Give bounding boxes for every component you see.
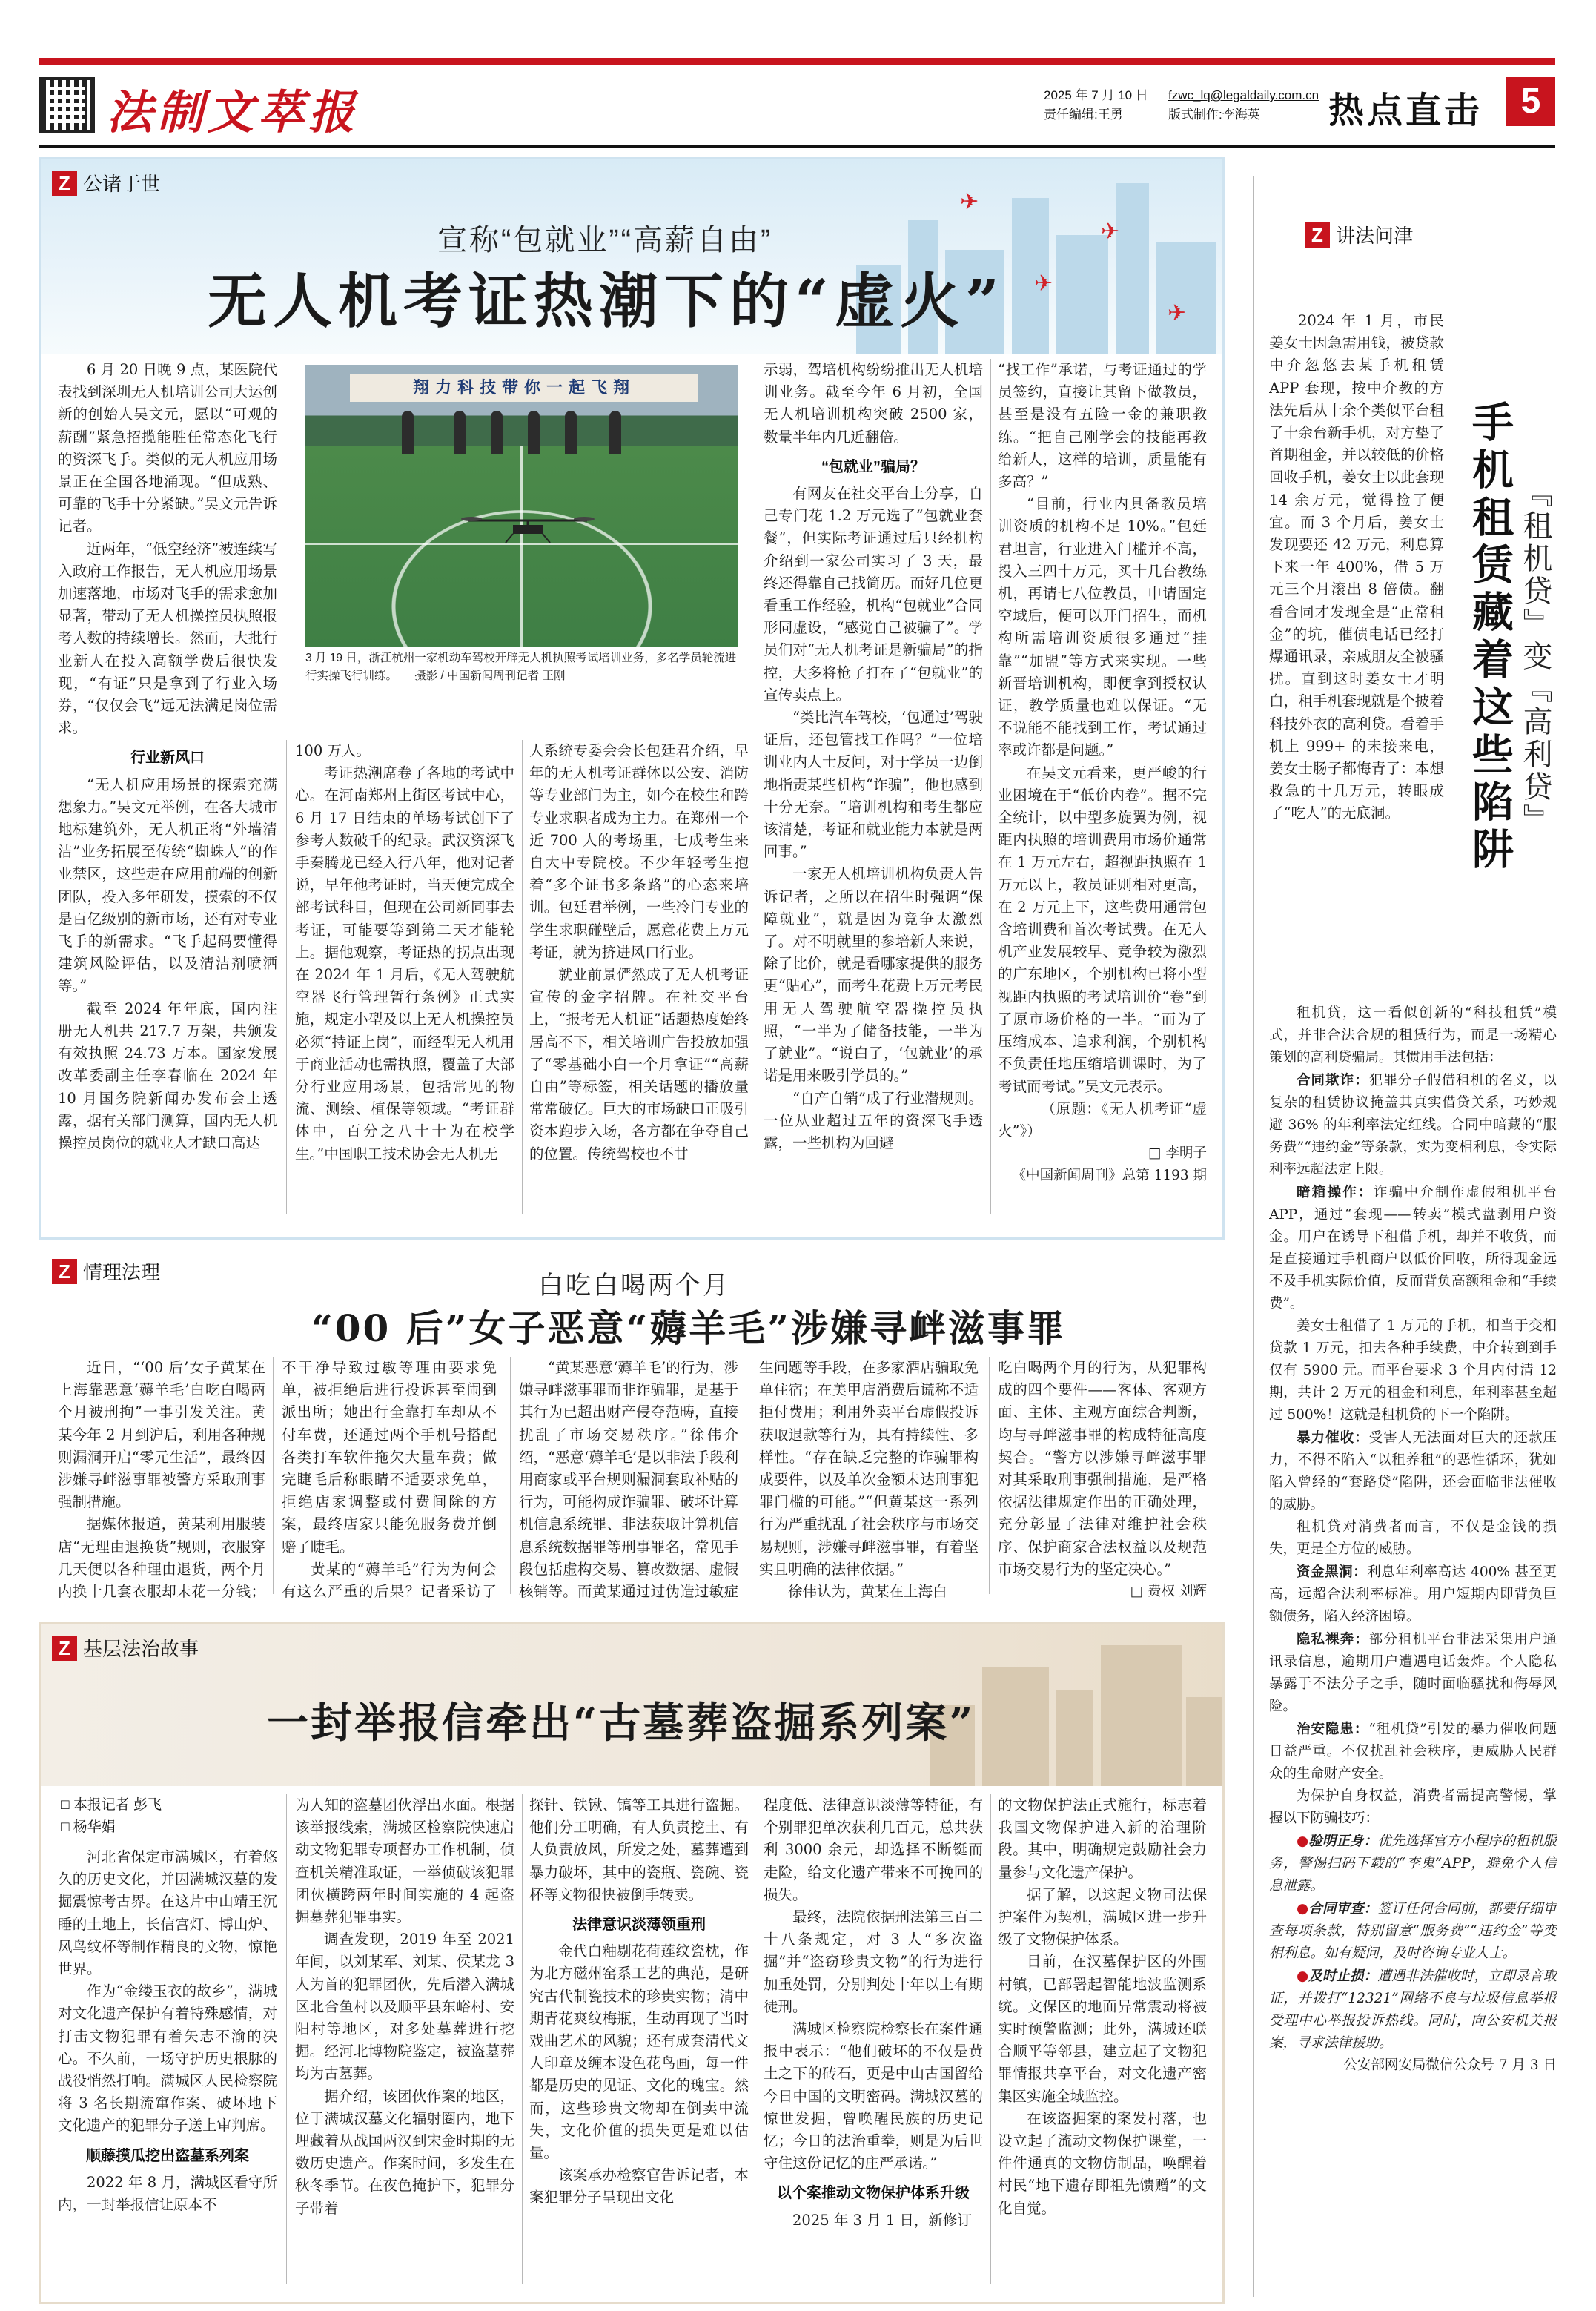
section-z-icon: Z	[52, 171, 77, 196]
bullet-dot-icon: ●	[1297, 1968, 1309, 1984]
bullet-dot-icon: ●	[1297, 1901, 1309, 1917]
contact-meta	[1168, 86, 1319, 125]
story2-title: “00 后”女子恶意“薅羊毛”涉嫌寻衅滋事罪	[311, 1306, 1067, 1350]
editor-credit: 责任编辑:王勇	[1044, 108, 1123, 122]
story1-col1: 6 月 20 日晚 9 点，某医院代表找到深圳无人机培训公司大运创新的创始人吴文元，愿以“可观的薪酬”紧急招揽能胜任常态化飞行的资深飞手。类似的无人机应用场景正在全国各地涌现。“但成熟、可靠的飞手十分紧缺。”吴文元告诉记者。 近两年，“低空经济”被连续写入政府工作报告，无人机应用场景加速落地，市场对飞手的需求愈加显著，带动了无人机操控员执照报考人数的持续增长。然而，大批行业新人在投入高额学费后很快发现，“有证”只是拿到了行业入场券，“仅仅会飞”远无法满足岗位需求。 行业新风口 “无人机应用场景的探索充满想象力。”吴文元举例，在各大城市地标建筑外，无人机正将“外墙清洁”业务拓展至传统“蜘蛛人”的作业禁区，这些走在应用前端的创新团队，投入多年研发，摸索的不仅是百亿级别的新市场，还有对专业飞手的新需求。“飞手起码要懂得建筑风险评估，以及清洁剂喷洒等。” 截至 2024 年年底，国内注册无人机共 217.7 万架，共颁发有效执照 24.73 万本。国家发展改革委副主任李春临在 2024 年 10 月国务院新闻办发布会上透露，据有关部门测算，国内无人机操控员岗位的就业人才缺口高达	[58, 361, 277, 1151]
issue-date: 2025 年 7 月 10 日	[1044, 88, 1148, 102]
subheading: 行业新风口	[130, 750, 205, 767]
sidebar-source: 公安部网安局微信公众号 7 月 3 日	[1343, 2057, 1557, 2073]
designer-credit: 版式制作:李海英	[1168, 108, 1260, 122]
story1-col2: 100 万人。 考证热潮席卷了各地的考试中心。在河南郑州上街区考试中心，6 月 17 日结束的单场考试创下了参考人数破千的纪录。武汉资深飞手秦腾龙已经入行八年，他对记者说，早年他考证时，当天便完成全部考试科目，但现在公司新同事去考证，可能要等到第二天才能轮上。据他观察，考证热的拐点出现在 2024 年 1 月后，《无人驾驶航空器飞行管理暂行条例》正式实施，规定小型及以上无人机操控员必须“持证上岗”，而经型无人机用于商业活动也需执照，覆盖了大部分行业应用场景，包括常见的物流、测绘、植保等领域。“考证群体中，百分之八十十为在校学生。”中国职工技术协会无人机无	[295, 742, 514, 1163]
story2-author: □ 费权 刘辉	[1130, 1584, 1207, 1600]
story3-title: 一封举报信牵出“古墓葬盗掘系列案”	[267, 1699, 976, 1748]
masthead-rule	[39, 145, 1555, 148]
sidebar-body: 租机贷，这一看似创新的“科技租赁”模式，并非合法合规的租赁行为，而是一场精心策划的高利贷骗局。其惯用手法包括： 合同欺诈：犯罪分子假借租机的名义，以复杂的租赁协议掩盖其真实借贷关系，巧妙规避 36% 的年利率法定红线。合同中暗藏的“服务费”“违约金”等条款，实为变相利息，令实际利率远超法定上限。 暗箱操作：诈骗中介制作虚假租机平台 APP，通过“套现——转卖”模式盘剥用户资金。用户在诱导下租借手机，却并不收货，而是直接通过手机商户以低价回收，所得现金远不及手机实际价值，反而背负高额租金和“手续费”。 姜女士租借了 1 万元的手机，相当于变相贷款 1 万元，扣去各种手续费，中介转到到手仅有 5900 元。而平台要求 3 个月内付清 12 期，共计 2 万元的租金和利息，年利率甚至超过 500%！这就是租机贷的下一个陷阱。 暴力催收：受害人无法面对巨大的还款压力，不得不陷入“以租养租”的恶性循环，犹如陷入曾经的“套路贷”陷阱，还会面临非法催收的威胁。 租机贷对消费者而言，不仅是金钱的损失，更是全方位的威胁。 资金黑洞：利息年利率高达 400% 甚至更高，远超合法利率标准。用户短期内即背负巨额债务，陷入经济困境。 隐私裸奔：部分租机平台非法采集用户通讯录信息，逾期用户遭遇电话轰炸。个人隐私暴露于不法分子之手，随时面临骚扰和侮辱风险。 治安隐患：“租机贷”引发的暴力催收问题日益严重。不仅扰乱社会秩序，更威胁人民群众的生命财产安全。 为保护自身权益，消费者需提高警惕，掌握以下防骗技巧： ●验明正身：优先选择官方小程序的租机服务，警惕扫码下载的“李鬼”APP，避免个人信息泄露。 ●合同审查：签订任何合同前，都要仔细审查每项条款，特别留意“服务费”“违约金”等变相利息。如有疑问，及时咨询专业人士。 ●及时止损：遭遇非法催收时，立即录音取证，并拨打“12321”网络不良与垃圾信息举报受理中心举报投诉热线。同时，向公安机关报案，寻求法律援助。 公安部网安局微信公众号 7 月 3 日	[1269, 1002, 1557, 2294]
story1-author: □ 李明子	[1148, 1145, 1207, 1162]
subheading: 顺藤摸瓜挖出盗墓系列案	[86, 2147, 249, 2164]
sidebar-title: 手机租赁藏着这些陷阱	[1466, 400, 1514, 875]
section-name: 热点直击	[1328, 91, 1483, 130]
story2-col1: 近日，“‘00 后’女子黄某在上海靠恶意‘薅羊毛’白吃白喝两个月被刑拘”一事引发关注。黄某今年 2 月到沪后，利用各种规则漏洞开启“零元生活”，最终因涉嫌寻衅滋事罪被警方采取刑事强制措施。 据媒体报道，黄某利用服装店“无理由退换货”规则，衣服穿几天便以各种理由退货，两个月内换十几套衣服却未花一分钱；	[58, 1359, 265, 1601]
sidebar-tag: Z 讲法问津	[1305, 221, 1413, 248]
drone-icon: ✈	[960, 189, 979, 215]
top-red-bar	[39, 58, 1555, 65]
qr-code-icon[interactable]	[39, 77, 95, 133]
bullet-dot-icon: ●	[1297, 1834, 1309, 1849]
sidebar-divider	[1253, 176, 1254, 2297]
subheading: 法律意识淡薄领重刑	[572, 1917, 706, 1934]
story2-col4: 生问题等手段，在多家酒店骗取免单住宿；在美甲店消费后谎称不适拒付费用；利用外卖平台虚假投诉获取退款等行为，具有持续性、多样性。“存在缺乏完整的诈骗罪构成要件，以及单次金额未达刑事犯罪门槛的可能。”“但黄某这一系列行为严重扰乱了社会秩序与市场交易规则，涉嫌寻衅滋事罪，有着坚实且明确的法律依据。” 徐伟认为，黄某在上海白	[759, 1359, 979, 1601]
story1-tag: Z 公诸于世	[52, 169, 160, 196]
sidebar-intro: 2024 年 1 月，市民姜女士因急需用钱，被贷款中介忽悠去某手机租赁 APP 套现，按中介教的方法先后从十余个类似平台租了十余台新手机，对方垫了首期租金，并以较低的价格回收手机，姜女士以此套现 14 余万元，觉得捡了便宜。而 3 个月后，姜女士发现要还 42 万元，利息算下来一年 400%，借 5 万元三个月滚出 8 倍债。翻看合同才发现全是“正常租金”的坑，催债电话已经打爆通讯录，亲戚朋友全被骚扰。直到这时姜女士才明白，租手机套现就是个披着科技外衣的高利贷。看着手机上 999+ 的未接来电，姜女士肠子都悔青了：本想救急的十几万元，转眼成了“吃人”的无底洞。	[1269, 312, 1444, 822]
story3-byline-author: □ 杨华娟	[61, 1819, 116, 1835]
story3-tag: Z 基层法治故事	[52, 1634, 199, 1662]
story2-col2: 不干净导致过敏等理由要求免单，被拒绝后进行投诉甚至闹到派出所；她出行全靠打车却从不付车费，还通过两个手机号搭配各类打车软件拖欠大量车费；做完睫毛后称眼睛不适要求免单，拒绝店家调整或付费间除的方案，最终店家只能免服务费并倒赔了睫毛。 黄某的“薅羊毛”行为为何会有这么严重的后果？记者采访了	[282, 1359, 497, 1601]
issue-meta	[1044, 86, 1148, 125]
story3-col5: 的文物保护法正式施行，标志着我国文物保护进入新的治理阶段。其中，明确规定鼓励社会力量参与文化遗产保护。 据了解，以这起文物司法保护案件为契机，满城区进一步升级了文物保护体系。 目前，在汉墓保护区的外围村镇，已部署起智能地波监测系统。文保区的地面异常震动将被实时预警监测；此外，满城还联合顺平等邻县，建立起了文物犯罪情报共享平台，对文化遗产密集区实施全域监控。 在该盗掘案的案发村落，也设立起了流动文物保护课堂，一件件通真的文物仿制品，唤醒着村民“地下遗存即祖先馈赠”的文化自觉。	[998, 1796, 1207, 2217]
subheading: “包就业”骗局？	[821, 458, 925, 475]
section-z-icon: Z	[1305, 222, 1330, 248]
drone-icon	[461, 513, 595, 543]
story3-col1: 河北省保定市满城区，有着悠久的历史文化，并因满城汉墓的发掘震惊考古界。在这片中山靖王沉睡的土地上，长信宫灯、博山炉、凤鸟纹杯等制作精良的文物，惊艳世界。 作为“金缕玉衣的故乡”，满城对文化遗产保护有着特殊感情，对打击文物犯罪有着矢志不渝的决心。不久前，一场守护历史根脉的战役悄然打响。满城区人民检察院将 3 名长期流窜作案、破坏地下文化遗产的犯罪分子送上审判席。 顺藤摸瓜挖出盗墓系列案 2022 年 8 月，满城区看守所内，一封举报信让原本不	[58, 1848, 277, 2214]
story1-source: 《中国新闻周刊》总第 1193 期	[1012, 1168, 1207, 1184]
newspaper-logo: 法制文萃报	[107, 85, 360, 139]
contact-email[interactable]: fzwc_lq@legaldaily.com.cn	[1168, 88, 1319, 102]
story1-col5: “找工作”承诺，与考证通过的学员签约，直接让其留下做教员，甚至是没有五险一金的兼职教练。“把自己刚学会的技能再教给新人，这样的培训，质量能有多高？” “目前，行业内具备教员培训资质的机构不足 10%。”包廷君坦言，行业进入门槛并不高，投入三四十万元，买十几台教练机，再请七八位教员，申请固定空域后，便可以开门招生，而机构所需培训资质很多通过“挂靠”“加盟”等方式来实现。一些新晋培训机构，即便拿到授权认证，教学质量也难以保证。“无不说能不能找到工作，考试通过率或许都是问题。” 在吴文元看来，更严峻的行业困境在于“低价内卷”。据不完全统计，以中型多旋翼为例，视距内执照的培训费用市场价通常在 1 万元左右，超视距执照在 1 万元以上，教员证则相对更高，在 2 万元上下，这些费用通常包含培训费和首次考试费。在无人机产业发展较早、竞争较为激烈的广东地区，个别机构已将小型视距内执照的考试培训价“卷”到了原市场价格的一半。“而为了压缩成本、追求利润，个别机构不负责任地压缩培训课时，为了考试而考试。”吴文元表示。 （原题：《无人机考证“虚火”》） □ 李明子 《中国新闻周刊》总第 1193 期	[998, 359, 1207, 1219]
section-z-icon: Z	[52, 1636, 77, 1661]
story2-tag: Z 情理法理	[52, 1257, 160, 1285]
story3-col4: 程度低、法律意识淡薄等特征，有个别罪犯单次获利几百元，总共获利 3000 余元，却选择不断铤而走险，给文化遗产带来不可挽回的损失。 最终，法院依据刑法第三百二十八条规定，对 3 人“多次盗掘”并“盗窃珍贵文物”的行为进行加重处罚，分别判处十年以上有期徒刑。 满城区检察院检察长在案件通报中表示：“他们破坏的不仅是黄土之下的砖石，更是中山古国留给今日中国的文明密码。满城汉墓的惊世发掘，曾唤醒民族的历史记忆；今日的法治重拳，则是为后世守住这份记忆的庄严承诺。” 以个案推动文物保护体系升级 2025 年 3 月 1 日，新修订	[764, 1796, 983, 2229]
story3-col3: 探针、铁锹、镐等工具进行盗掘。他们分工明确，有人负责挖土、有人负责放风，所发之处，墓葬遭到暴力破坏，其中的瓷瓶、瓷碗、瓷杯等文物很快被倒手转卖。 法律意识淡薄领重刑 金代白釉剔花荷莲纹瓷枕，作为北方磁州窑系工艺的典范，是研究古代制瓷技术的珍贵实物；清中期青花爽纹梅瓶，生动再现了当时戏曲艺术的风貌；还有成套清代文人印章及缠本设色花鸟画，每一件都是历史的见证、文化的瑰宝。然而，这些珍贵文物却在倒卖中流失，文化价值的损失更是难以估量。 该案承办检察官告诉记者，本案犯罪分子呈现出文化	[529, 1796, 749, 2206]
story2-col5: 吃白喝两个月的行为，从犯罪构成的四个要件——客体、客观方面、主体、主观方面综合判断，均与寻衅滋事罪的构成特征高度契合。“警方以涉嫌寻衅滋事罪对其采取刑事强制措施，是严格依据法律规定作出的正确处理，充分彰显了法律对维护社会秩序、保护商家合法权益以及规范市场交易行为的坚定决心。” □ 费权 刘辉	[998, 1357, 1207, 1601]
story2-kicker: 白吃白喝两个月	[538, 1272, 730, 1300]
story3-byline-reporter: □ 本报记者 彭飞	[61, 1797, 162, 1813]
section-z-icon: Z	[52, 1259, 77, 1284]
drone-icon: ✈	[1101, 219, 1120, 245]
subheading: 以个案推动文物保护体系升级	[777, 2185, 970, 2202]
story1-col4: 示弱，驾培机构纷纷推出无人机培训业务。截至今年 6 月初，全国无人机培训机构突破 2500 家，数量半年内几近翻倍。 “包就业”骗局？ 有网友在社交平台上分享，自己专门花 1.2 万元选了“包就业套餐”，但实际考证通过后只经机构介绍到一家公司实习了 3 天，最终还得靠自己找简历。而好几位更看重工作经验，机构“包就业”合同形同虚设，“感觉自己被骗了”。学员们对“无人机考证是新骗局”的指控，大多将枪子打在了“包就业”的宣传卖点上。 “类比汽车驾校，‘包通过’驾驶证后，还包管找工作吗？”一位培训业内人士反问，对于学员一边倒地指责某些机构“诈骗”，他也感到十分无奈。“培训机构和考生都应该清楚，考证和就业能力本就是两回事。” 一家无人机培训机构负责人告诉记者，之所以在招生时强调“保障就业”，就是因为竞争太激烈了。对不明就里的参培新人来说，除了比价，就是看哪家提供的服务更“贴心”，而考生花费上万元考民用无人驾驶航空器操控员执照，“一半为了储备技能，一半为了就业”。“说白了，‘包就业’的承诺是用来吸引学员的。” “自产自销”成了行业潜规则。一位从业超过五年的资深飞手透露，一些机构为回避	[764, 361, 983, 1151]
sidebar-subtitle: 『租机贷』变『高利贷』	[1519, 477, 1552, 836]
story1-col3: 人系统专委会会长包廷君介绍，早年的无人机考证群体以公安、消防等专业部门为主，如今在校生和跨专业求职者成为主力。在郑州一个近 700 人的考场里，七成考生来自大中专院校。不少年轻考生抱着“多个证书多条路”的心态来培训。包廷君举例，一些冷门专业的学生求职碰壁后，愿意花费上万元考证，就为挤进风口行业。 就业前景俨然成了无人机考证宣传的金字招牌。在社交平台上，“报考无人机证”话题热度始终居高不下，相关培训广告投放加强了“零基础小白一个月拿证”“高薪自由”等标签，相关话题的播放量常常破亿。巨大的市场缺口正吸引资本跑步入场，各方都在争夺自己的位置。传统驾校也不甘	[529, 742, 749, 1163]
drone-icon: ✈	[1034, 271, 1053, 297]
story3-bylines	[61, 1794, 162, 1839]
page-number: 5	[1506, 77, 1555, 126]
photo-banner: 翔力科技带你一起飞翔	[350, 374, 698, 402]
story3-col2: 为人知的盗墓团伙浮出水面。根据该举报线索，满城区检察院快速启动文物犯罪专项督办工作机制，侦查机关精准取证，一举侦破该犯罪团伙横跨两年时间实施的 4 起盗掘墓葬犯罪事实。 调查发现，2019 年至 2021 年间，以刘某军、刘某、侯某龙 3 人为首的犯罪团伙，先后潜入满城区北合鱼村以及顺平县东峪村、安阳村等地区，对多处墓葬进行挖掘。经河北博物院鉴定，被盗墓葬均为古墓葬。 据介绍，该团伙作案的地区，位于满城汉墓文化辐射圈内，地下埋藏着从战国两汉到宋金时期的无数历史遗产。作案时间，多发生在秋冬季节。在夜色掩护下，犯罪分子带着	[295, 1796, 514, 2217]
photo-caption: 3 月 19 日，浙江杭州一家机动车驾校开辟无人机执照考试培训业务，多名学员轮流进行实操飞行训练。 摄影 / 中国新闻周刊记者 王刚	[305, 652, 737, 682]
story1-title: 无人机考证热潮下的“虚火”	[208, 266, 1006, 336]
story2-col3: “黄某恶意‘薅羊毛’的行为，涉嫌寻衅滋事罪而非诈骗罪，是基于其行为已超出财产侵夺范畴，直接扰乱了市场交易秩序。”徐伟介绍，“恶意‘薅羊毛’是以非法手段利用商家或平台规则漏洞套取补贴的行为，可能构成诈骗罪、破坏计算机信息系统罪、非法获取计算机信息系统数据罪等刑事罪名，常见手段包括虚构交易、篡改数据、虚假核销等。而黄某通过过伪造过敏症	[519, 1359, 738, 1601]
masthead	[39, 73, 1555, 139]
story1-photo[interactable]	[305, 365, 738, 647]
story1-kicker: 宣称“包就业”“高薪自由”	[437, 224, 773, 257]
drone-icon: ✈	[1168, 300, 1187, 326]
